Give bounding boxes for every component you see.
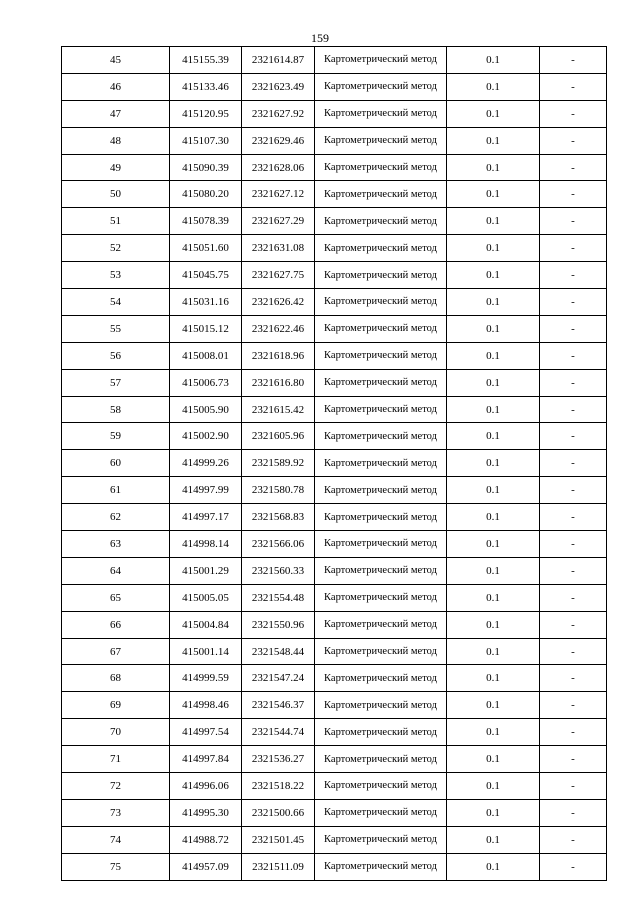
note-cell: - [540,611,607,638]
precision-cell: 0.1 [447,557,540,584]
y-coordinate-cell: 2321566.06 [242,531,315,558]
y-coordinate-cell: 2321627.92 [242,100,315,127]
point-number-cell: 53 [62,262,170,289]
table-row [62,584,607,611]
x-coordinate-cell: 415078.39 [170,208,242,235]
note-cell: - [540,262,607,289]
precision-cell: 0.1 [447,477,540,504]
precision-cell: 0.1 [447,127,540,154]
point-number-cell: 75 [62,853,170,880]
precision-cell: 0.1 [447,262,540,289]
note-cell: - [540,423,607,450]
table-row [62,208,607,235]
precision-cell: 0.1 [447,208,540,235]
point-number-cell: 73 [62,799,170,826]
precision-cell: 0.1 [447,315,540,342]
y-coordinate-cell: 2321627.12 [242,181,315,208]
method-cell: Картометрический метод [315,665,447,692]
table-row [62,477,607,504]
precision-cell: 0.1 [447,396,540,423]
note-cell: - [540,289,607,316]
table-row [62,423,607,450]
x-coordinate-cell: 415004.84 [170,611,242,638]
y-coordinate-cell: 2321631.08 [242,235,315,262]
table-row [62,692,607,719]
y-coordinate-cell: 2321618.96 [242,342,315,369]
table-row [62,557,607,584]
point-number-cell: 47 [62,100,170,127]
x-coordinate-cell: 414997.17 [170,504,242,531]
note-cell: - [540,853,607,880]
y-coordinate-cell: 2321614.87 [242,47,315,74]
precision-cell: 0.1 [447,692,540,719]
point-number-cell: 55 [62,315,170,342]
y-coordinate-cell: 2321511.09 [242,853,315,880]
y-coordinate-cell: 2321627.29 [242,208,315,235]
table-row [62,746,607,773]
x-coordinate-cell: 414997.54 [170,719,242,746]
method-cell: Картометрический метод [315,315,447,342]
precision-cell: 0.1 [447,289,540,316]
method-cell: Картометрический метод [315,504,447,531]
point-number-cell: 74 [62,826,170,853]
precision-cell: 0.1 [447,100,540,127]
point-number-cell: 50 [62,181,170,208]
note-cell: - [540,181,607,208]
x-coordinate-cell: 415107.30 [170,127,242,154]
y-coordinate-cell: 2321547.24 [242,665,315,692]
note-cell: - [540,315,607,342]
precision-cell: 0.1 [447,611,540,638]
precision-cell: 0.1 [447,584,540,611]
y-coordinate-cell: 2321544.74 [242,719,315,746]
point-number-cell: 70 [62,719,170,746]
method-cell: Картометрический метод [315,746,447,773]
point-number-cell: 66 [62,611,170,638]
point-number-cell: 45 [62,47,170,74]
table-row [62,127,607,154]
method-cell: Картометрический метод [315,719,447,746]
note-cell: - [540,154,607,181]
x-coordinate-cell: 414996.06 [170,773,242,800]
table-row [62,262,607,289]
precision-cell: 0.1 [447,638,540,665]
y-coordinate-cell: 2321501.45 [242,826,315,853]
x-coordinate-cell: 415133.46 [170,73,242,100]
method-cell: Картометрический метод [315,262,447,289]
x-coordinate-cell: 414998.14 [170,531,242,558]
note-cell: - [540,450,607,477]
method-cell: Картометрический метод [315,557,447,584]
y-coordinate-cell: 2321589.92 [242,450,315,477]
y-coordinate-cell: 2321605.96 [242,423,315,450]
precision-cell: 0.1 [447,73,540,100]
point-number-cell: 54 [62,289,170,316]
y-coordinate-cell: 2321500.66 [242,799,315,826]
method-cell: Картометрический метод [315,208,447,235]
x-coordinate-cell: 415006.73 [170,369,242,396]
precision-cell: 0.1 [447,235,540,262]
point-number-cell: 48 [62,127,170,154]
method-cell: Картометрический метод [315,181,447,208]
precision-cell: 0.1 [447,342,540,369]
note-cell: - [540,208,607,235]
x-coordinate-cell: 415002.90 [170,423,242,450]
method-cell: Картометрический метод [315,450,447,477]
table-row [62,826,607,853]
method-cell: Картометрический метод [315,154,447,181]
x-coordinate-cell: 415031.16 [170,289,242,316]
y-coordinate-cell: 2321622.46 [242,315,315,342]
note-cell: - [540,73,607,100]
point-number-cell: 49 [62,154,170,181]
method-cell: Картометрический метод [315,477,447,504]
y-coordinate-cell: 2321550.96 [242,611,315,638]
note-cell: - [540,557,607,584]
table-row [62,450,607,477]
x-coordinate-cell: 414988.72 [170,826,242,853]
method-cell: Картометрический метод [315,638,447,665]
y-coordinate-cell: 2321554.48 [242,584,315,611]
table-row [62,342,607,369]
note-cell: - [540,369,607,396]
note-cell: - [540,342,607,369]
method-cell: Картометрический метод [315,396,447,423]
precision-cell: 0.1 [447,423,540,450]
method-cell: Картометрический метод [315,342,447,369]
x-coordinate-cell: 414999.59 [170,665,242,692]
x-coordinate-cell: 415120.95 [170,100,242,127]
table-row [62,665,607,692]
point-number-cell: 64 [62,557,170,584]
method-cell: Картометрический метод [315,235,447,262]
coordinates-table [61,46,607,881]
point-number-cell: 56 [62,342,170,369]
note-cell: - [540,638,607,665]
x-coordinate-cell: 415045.75 [170,262,242,289]
y-coordinate-cell: 2321628.06 [242,154,315,181]
note-cell: - [540,665,607,692]
method-cell: Картометрический метод [315,289,447,316]
note-cell: - [540,799,607,826]
table-row [62,100,607,127]
note-cell: - [540,692,607,719]
table-row [62,773,607,800]
x-coordinate-cell: 415001.29 [170,557,242,584]
point-number-cell: 65 [62,584,170,611]
note-cell: - [540,719,607,746]
point-number-cell: 67 [62,638,170,665]
x-coordinate-cell: 414998.46 [170,692,242,719]
point-number-cell: 52 [62,235,170,262]
note-cell: - [540,396,607,423]
method-cell: Картометрический метод [315,100,447,127]
method-cell: Картометрический метод [315,47,447,74]
method-cell: Картометрический метод [315,423,447,450]
precision-cell: 0.1 [447,719,540,746]
method-cell: Картометрический метод [315,73,447,100]
precision-cell: 0.1 [447,47,540,74]
x-coordinate-cell: 415051.60 [170,235,242,262]
point-number-cell: 51 [62,208,170,235]
note-cell: - [540,531,607,558]
table-row [62,289,607,316]
x-coordinate-cell: 415005.05 [170,584,242,611]
y-coordinate-cell: 2321546.37 [242,692,315,719]
method-cell: Картометрический метод [315,369,447,396]
method-cell: Картометрический метод [315,853,447,880]
y-coordinate-cell: 2321615.42 [242,396,315,423]
x-coordinate-cell: 414997.99 [170,477,242,504]
precision-cell: 0.1 [447,504,540,531]
x-coordinate-cell: 415090.39 [170,154,242,181]
point-number-cell: 68 [62,665,170,692]
precision-cell: 0.1 [447,826,540,853]
x-coordinate-cell: 414995.30 [170,799,242,826]
precision-cell: 0.1 [447,773,540,800]
method-cell: Картометрический метод [315,531,447,558]
y-coordinate-cell: 2321616.80 [242,369,315,396]
note-cell: - [540,773,607,800]
table-row [62,719,607,746]
point-number-cell: 58 [62,396,170,423]
y-coordinate-cell: 2321548.44 [242,638,315,665]
precision-cell: 0.1 [447,369,540,396]
note-cell: - [540,584,607,611]
page-number: 159 [311,31,329,45]
x-coordinate-cell: 414997.84 [170,746,242,773]
precision-cell: 0.1 [447,853,540,880]
y-coordinate-cell: 2321518.22 [242,773,315,800]
point-number-cell: 61 [62,477,170,504]
table-row [62,369,607,396]
point-number-cell: 71 [62,746,170,773]
y-coordinate-cell: 2321580.78 [242,477,315,504]
table-row [62,853,607,880]
note-cell: - [540,235,607,262]
point-number-cell: 59 [62,423,170,450]
x-coordinate-cell: 415080.20 [170,181,242,208]
table-row [62,47,607,74]
method-cell: Картометрический метод [315,692,447,719]
point-number-cell: 46 [62,73,170,100]
x-coordinate-cell: 415155.39 [170,47,242,74]
method-cell: Картометрический метод [315,584,447,611]
coordinates-table-body [62,47,607,881]
point-number-cell: 57 [62,369,170,396]
method-cell: Картометрический метод [315,127,447,154]
precision-cell: 0.1 [447,450,540,477]
point-number-cell: 60 [62,450,170,477]
y-coordinate-cell: 2321623.49 [242,73,315,100]
point-number-cell: 63 [62,531,170,558]
y-coordinate-cell: 2321629.46 [242,127,315,154]
x-coordinate-cell: 415015.12 [170,315,242,342]
precision-cell: 0.1 [447,799,540,826]
table-row [62,315,607,342]
y-coordinate-cell: 2321536.27 [242,746,315,773]
note-cell: - [540,477,607,504]
y-coordinate-cell: 2321627.75 [242,262,315,289]
method-cell: Картометрический метод [315,611,447,638]
precision-cell: 0.1 [447,665,540,692]
table-row [62,504,607,531]
x-coordinate-cell: 414999.26 [170,450,242,477]
table-row [62,638,607,665]
x-coordinate-cell: 415008.01 [170,342,242,369]
method-cell: Картометрический метод [315,799,447,826]
y-coordinate-cell: 2321568.83 [242,504,315,531]
table-row [62,396,607,423]
y-coordinate-cell: 2321626.42 [242,289,315,316]
note-cell: - [540,504,607,531]
note-cell: - [540,746,607,773]
note-cell: - [540,127,607,154]
y-coordinate-cell: 2321560.33 [242,557,315,584]
precision-cell: 0.1 [447,154,540,181]
table-row [62,799,607,826]
table-row [62,531,607,558]
x-coordinate-cell: 414957.09 [170,853,242,880]
point-number-cell: 72 [62,773,170,800]
method-cell: Картометрический метод [315,773,447,800]
method-cell: Картометрический метод [315,826,447,853]
table-row [62,611,607,638]
precision-cell: 0.1 [447,746,540,773]
note-cell: - [540,47,607,74]
note-cell: - [540,100,607,127]
table-row [62,154,607,181]
table-row [62,181,607,208]
table-row [62,235,607,262]
precision-cell: 0.1 [447,531,540,558]
point-number-cell: 62 [62,504,170,531]
x-coordinate-cell: 415001.14 [170,638,242,665]
point-number-cell: 69 [62,692,170,719]
note-cell: - [540,826,607,853]
precision-cell: 0.1 [447,181,540,208]
x-coordinate-cell: 415005.90 [170,396,242,423]
table-row [62,73,607,100]
